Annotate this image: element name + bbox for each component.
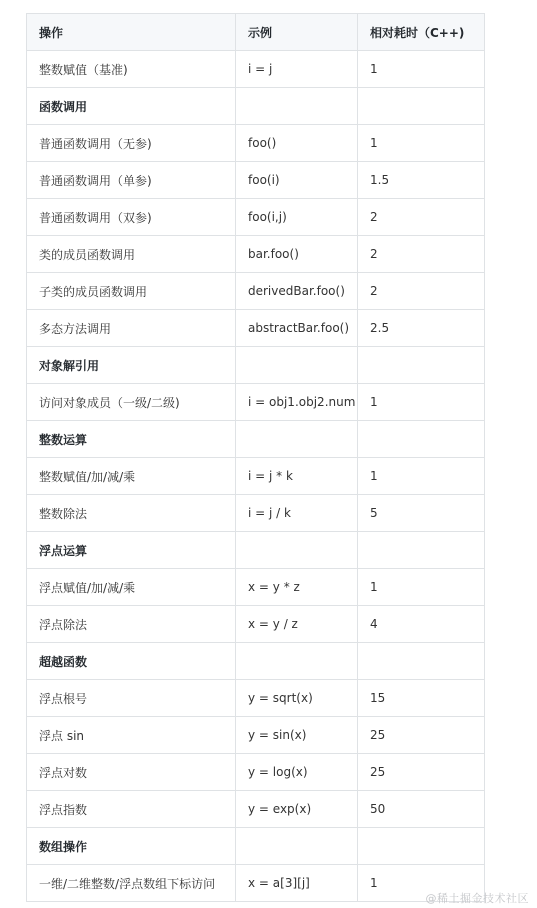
cell-relative-cost [358, 643, 485, 680]
cell-relative-cost: 2.5 [358, 310, 485, 347]
cell-example: i = j * k [236, 458, 358, 495]
table-row [27, 162, 485, 199]
table-group-row [27, 532, 485, 569]
cell-operation: 浮点除法 [27, 606, 236, 643]
cell-relative-cost [358, 532, 485, 569]
cell-example: y = sqrt(x) [236, 680, 358, 717]
cell-example [236, 421, 358, 458]
cell-example: foo() [236, 125, 358, 162]
operation-cost-table [26, 13, 485, 902]
table-body [27, 51, 485, 902]
cell-relative-cost: 25 [358, 717, 485, 754]
cell-example: y = sin(x) [236, 717, 358, 754]
cell-relative-cost: 15 [358, 680, 485, 717]
cell-relative-cost: 1 [358, 458, 485, 495]
watermark: @稀土掘金技术社区 [425, 892, 529, 905]
cell-operation: 普通函数调用（单参) [27, 162, 236, 199]
table-group-row [27, 88, 485, 125]
cell-example: i = j / k [236, 495, 358, 532]
cell-operation: 浮点对数 [27, 754, 236, 791]
table-row [27, 125, 485, 162]
header-relative-cost: 相对耗时（C++) [358, 14, 485, 51]
cell-operation: 一维/二维整数/浮点数组下标访问 [27, 865, 236, 902]
cell-operation: 函数调用 [27, 88, 236, 125]
table-row [27, 606, 485, 643]
cell-example [236, 643, 358, 680]
cell-operation: 普通函数调用（双参) [27, 199, 236, 236]
cell-relative-cost: 2 [358, 236, 485, 273]
cell-relative-cost: 2 [358, 273, 485, 310]
table-row [27, 754, 485, 791]
cell-example [236, 828, 358, 865]
cell-operation: 整数运算 [27, 421, 236, 458]
cell-example [236, 347, 358, 384]
header-operation: 操作 [27, 14, 236, 51]
table-row [27, 310, 485, 347]
cell-relative-cost: 25 [358, 754, 485, 791]
table-header-row [27, 14, 485, 51]
cell-example: y = log(x) [236, 754, 358, 791]
cell-operation: 超越函数 [27, 643, 236, 680]
table-group-row [27, 643, 485, 680]
cell-operation: 子类的成员函数调用 [27, 273, 236, 310]
cell-example: foo(i,j) [236, 199, 358, 236]
cell-operation: 浮点指数 [27, 791, 236, 828]
table-group-row [27, 421, 485, 458]
cell-operation: 普通函数调用（无参) [27, 125, 236, 162]
cell-example: x = a[3][j] [236, 865, 358, 902]
cell-relative-cost [358, 828, 485, 865]
cell-relative-cost [358, 347, 485, 384]
cell-relative-cost: 1 [358, 51, 485, 88]
cell-operation: 浮点 sin [27, 717, 236, 754]
cell-relative-cost [358, 88, 485, 125]
cell-example: derivedBar.foo() [236, 273, 358, 310]
table-row [27, 236, 485, 273]
table-group-row [27, 828, 485, 865]
cell-operation: 多态方法调用 [27, 310, 236, 347]
cell-operation: 浮点运算 [27, 532, 236, 569]
cell-example: i = obj1.obj2.num [236, 384, 358, 421]
cell-operation: 整数除法 [27, 495, 236, 532]
cell-operation: 整数赋值（基准) [27, 51, 236, 88]
cell-relative-cost: 2 [358, 199, 485, 236]
cell-relative-cost: 1 [358, 865, 485, 902]
cell-example [236, 532, 358, 569]
cell-operation: 整数赋值/加/减/乘 [27, 458, 236, 495]
cell-relative-cost: 5 [358, 495, 485, 532]
table-row [27, 199, 485, 236]
cell-relative-cost: 1.5 [358, 162, 485, 199]
cell-operation: 对象解引用 [27, 347, 236, 384]
cell-operation: 浮点根号 [27, 680, 236, 717]
cell-operation: 类的成员函数调用 [27, 236, 236, 273]
table-row [27, 273, 485, 310]
cell-relative-cost: 1 [358, 384, 485, 421]
table-row [27, 458, 485, 495]
cell-relative-cost [358, 421, 485, 458]
table-group-row [27, 347, 485, 384]
cell-example: x = y * z [236, 569, 358, 606]
cell-relative-cost: 4 [358, 606, 485, 643]
cell-example: i = j [236, 51, 358, 88]
cell-example [236, 88, 358, 125]
table-row [27, 680, 485, 717]
table-row [27, 865, 485, 902]
cell-example: bar.foo() [236, 236, 358, 273]
cell-operation: 访问对象成员（一级/二级) [27, 384, 236, 421]
cell-example: y = exp(x) [236, 791, 358, 828]
table-row [27, 717, 485, 754]
cell-relative-cost: 50 [358, 791, 485, 828]
cell-example: abstractBar.foo() [236, 310, 358, 347]
cell-relative-cost: 1 [358, 569, 485, 606]
table-row [27, 791, 485, 828]
table-row [27, 384, 485, 421]
cell-operation: 数组操作 [27, 828, 236, 865]
header-example: 示例 [236, 14, 358, 51]
table-row [27, 495, 485, 532]
cell-relative-cost: 1 [358, 125, 485, 162]
table-row [27, 569, 485, 606]
table-row [27, 51, 485, 88]
cell-example: x = y / z [236, 606, 358, 643]
cell-example: foo(i) [236, 162, 358, 199]
cell-operation: 浮点赋值/加/减/乘 [27, 569, 236, 606]
